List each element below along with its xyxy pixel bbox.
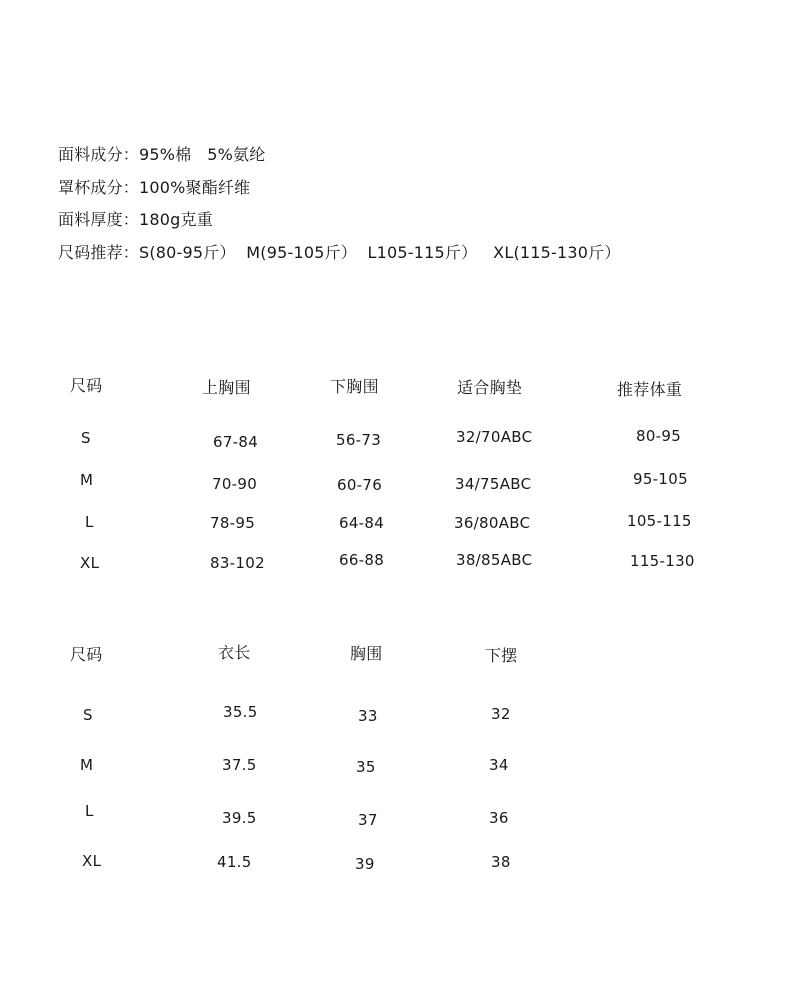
spec-size-recommendation: 尺码推荐：S(80-95斤） M(95-105斤） L105-115斤） XL(115-130斤） xyxy=(58,243,621,262)
table1-cell: 80-95 xyxy=(636,427,682,445)
table1-cell: 95-105 xyxy=(633,470,688,488)
table2-header: 尺码 xyxy=(70,645,103,664)
table1-cell: 32/70ABC xyxy=(456,428,533,446)
spec-fabric: 面料成分：95%棉 5%氨纶 xyxy=(58,145,266,164)
table1-cell: 83-102 xyxy=(210,554,265,572)
table2-cell: 33 xyxy=(358,707,378,725)
table1-cell: 36/80ABC xyxy=(454,514,531,532)
table2-cell: 36 xyxy=(489,809,509,827)
table1-cell: 115-130 xyxy=(630,552,695,570)
table2-header: 衣长 xyxy=(218,643,251,662)
table1-header: 尺码 xyxy=(70,376,103,395)
spec-cup: 罩杯成分：100%聚酯纤维 xyxy=(58,178,251,197)
table2-cell: 38 xyxy=(491,853,511,871)
table2-cell: 32 xyxy=(491,705,511,723)
spec-thickness: 面料厚度：180g克重 xyxy=(58,210,213,229)
table1-cell: S xyxy=(81,429,91,447)
table1-cell: 60-76 xyxy=(337,476,383,494)
table2-cell: 41.5 xyxy=(217,853,252,871)
table1-header: 适合胸垫 xyxy=(457,378,523,397)
table1-cell: 66-88 xyxy=(339,551,385,569)
table1-cell: 78-95 xyxy=(210,514,256,532)
table2-cell: 34 xyxy=(489,756,509,774)
table2-cell: 37.5 xyxy=(222,756,257,774)
table2-cell: 35 xyxy=(356,758,376,776)
table1-cell: 67-84 xyxy=(213,433,259,451)
table2-cell: 39.5 xyxy=(222,809,257,827)
table1-cell: XL xyxy=(80,554,100,572)
table1-header: 下胸围 xyxy=(330,377,379,396)
table1-cell: 64-84 xyxy=(339,514,385,532)
table1-cell: 56-73 xyxy=(336,431,382,449)
table2-cell: 37 xyxy=(358,811,378,829)
table2-cell: XL xyxy=(82,852,102,870)
table2-header: 胸围 xyxy=(350,644,383,663)
table1-cell: 105-115 xyxy=(627,512,692,530)
table2-cell: 35.5 xyxy=(223,703,258,721)
table1-header: 上胸围 xyxy=(202,378,251,397)
table1-cell: 70-90 xyxy=(212,475,258,493)
table1-cell: 34/75ABC xyxy=(455,475,532,493)
table2-cell: L xyxy=(85,802,94,820)
table1-cell: 38/85ABC xyxy=(456,551,533,569)
table2-cell: M xyxy=(80,756,94,774)
table2-cell: S xyxy=(83,706,93,724)
table1-cell: L xyxy=(85,513,94,531)
table1-cell: M xyxy=(80,471,94,489)
table2-header: 下摆 xyxy=(485,646,518,665)
table2-cell: 39 xyxy=(355,855,375,873)
table1-header: 推荐体重 xyxy=(617,380,683,399)
